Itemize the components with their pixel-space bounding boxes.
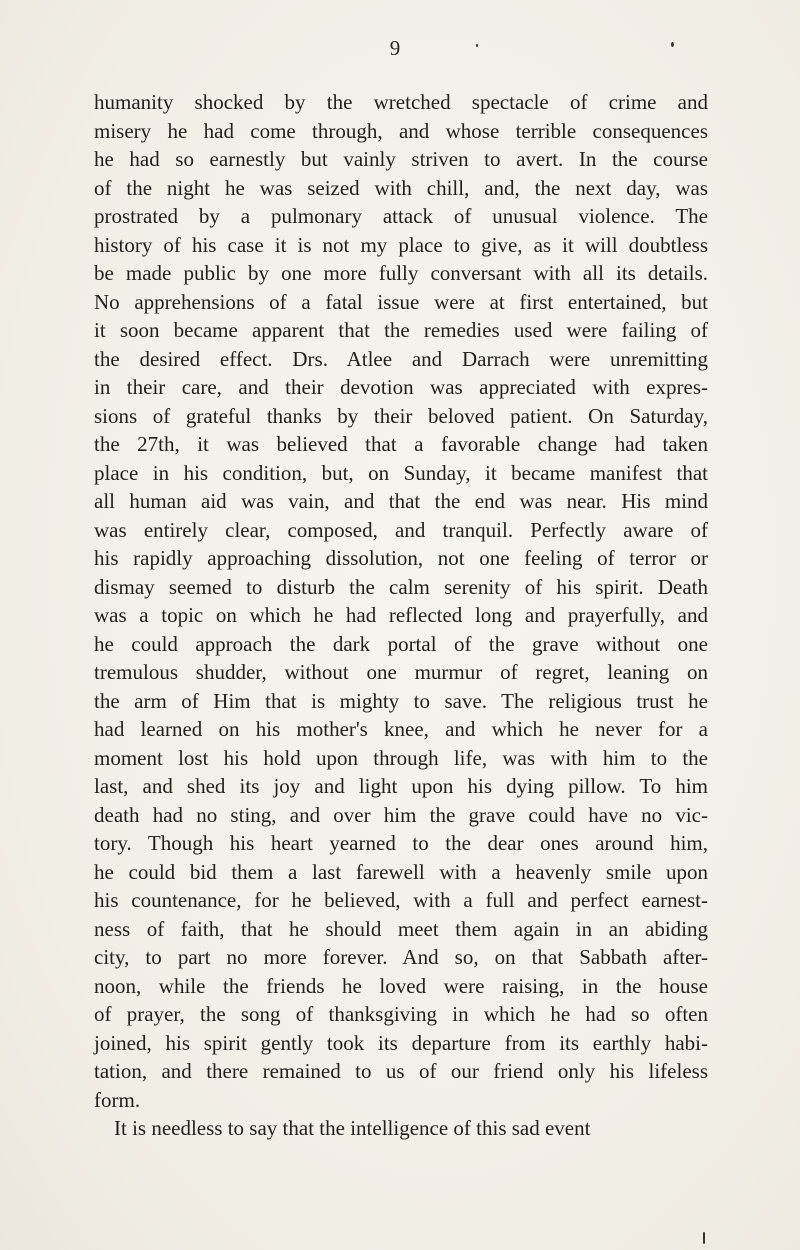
text-line: was a topic on which he had reflected long and prayerfully, and <box>94 603 708 627</box>
text-line: humanity shocked by the wretched spectacle of crime and <box>94 90 708 114</box>
text-line: dismay seemed to disturb the calm serenity of his spirit. Death <box>94 574 708 599</box>
text-line: had learned on his mother's knee, and which he never for a <box>94 717 708 741</box>
text-line: noon, while the friends he loved were raising, in the house <box>94 973 708 998</box>
text-line: he could bid them a last farewell with a heavenly smile upon <box>94 859 708 884</box>
text-line: of prayer, the song of thanksgiving in which he had so often <box>94 1002 708 1026</box>
text-line: tory. Though his heart yearned to the dear ones around him, <box>94 831 708 855</box>
text-line: joined, his spirit gently took its departure from its earthly habi- <box>94 1030 708 1055</box>
text-line: tation, and there remained to us of our friend only his lifeless <box>94 1059 708 1083</box>
text-line: his countenance, for he believed, with a full and perfect earnest- <box>94 888 708 912</box>
ink-speck <box>476 44 478 47</box>
text-line: prostrated by a pulmonary attack of unusual violence. The <box>94 204 708 228</box>
text-line: moment lost his hold upon through life, was with him to the <box>94 745 708 770</box>
ink-speck <box>671 42 674 47</box>
body-text <box>94 88 708 1143</box>
text-line: in their care, and their devotion was appreciated with expres- <box>94 375 708 399</box>
text-line: tremulous shudder, without one murmur of regret, leaning on <box>94 660 708 684</box>
text-line: last, and shed its joy and light upon his dying pillow. To him <box>94 774 708 798</box>
text-line: of the night he was seized with chill, and, the next day, was <box>94 175 708 200</box>
text-line: No apprehensions of a fatal issue were at first entertained, but <box>94 289 708 314</box>
page-number: 9 <box>389 36 401 60</box>
text-line: he could approach the dark portal of the grave without one <box>94 631 708 656</box>
text-line: place in his condition, but, on Sunday, it became manifest that <box>94 460 708 485</box>
text-line: it soon became apparent that the remedies used were failing of <box>94 318 708 342</box>
text-line: city, to part no more forever. And so, on that Sabbath after- <box>94 945 708 969</box>
text-line: his rapidly approaching dissolution, not one feeling of terror or <box>94 546 708 570</box>
text-line: misery he had come through, and whose terrible consequences <box>94 118 708 143</box>
text-line: the arm of Him that is mighty to save. The religious trust he <box>94 688 708 713</box>
text-line: the 27th, it was believed that a favorable change had taken <box>94 432 708 456</box>
text-line: all human aid was vain, and that the end was near. His mind <box>94 489 708 513</box>
text-line: death had no sting, and over him the grave could have no vic- <box>94 802 708 827</box>
ink-speck <box>703 1232 705 1244</box>
text-line: sions of grateful thanks by their beloved patient. On Saturday, <box>94 403 708 428</box>
text-line: It is needless to say that the intelligence of this sad event <box>114 1116 591 1140</box>
text-line: form. <box>94 1087 141 1112</box>
text-line: be made public by one more fully conversant with all its details. <box>94 261 708 285</box>
text-line: ness of faith, that he should meet them again in an abiding <box>94 916 708 941</box>
text-line: history of his case it is not my place to give, as it will doubtless <box>94 232 708 257</box>
text-line: he had so earnestly but vainly striven to avert. In the course <box>94 147 708 171</box>
text-line: was entirely clear, composed, and tranquil. Perfectly aware of <box>94 517 708 542</box>
text-line: the desired effect. Drs. Atlee and Darrach were unremitting <box>94 346 708 371</box>
